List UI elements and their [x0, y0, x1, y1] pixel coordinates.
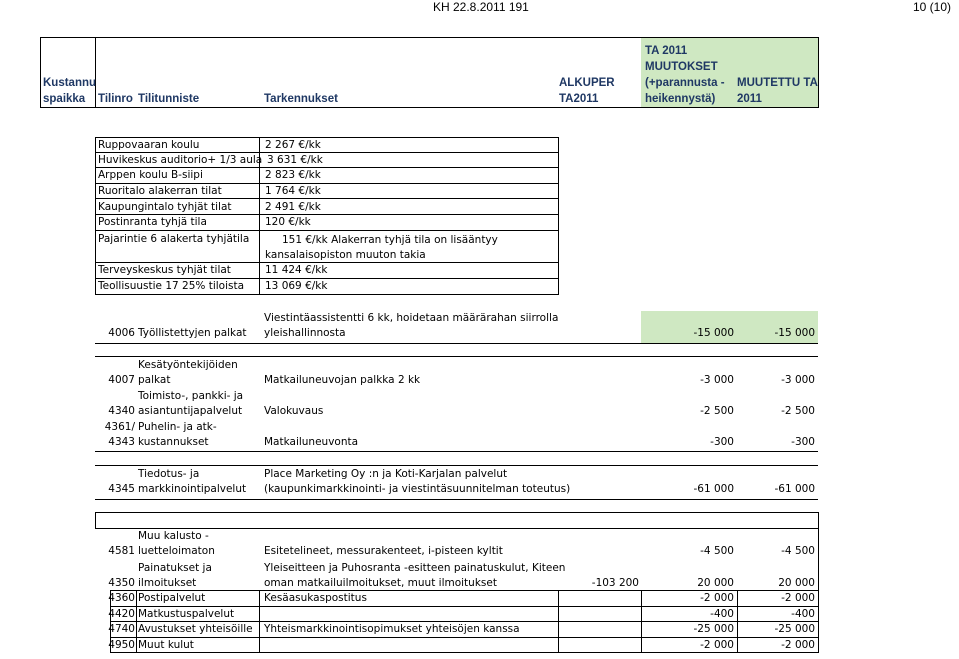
premise-cost: 151 €/kk Alakerran tyhjä tila on lisääntyy — [282, 234, 498, 246]
col-tarkennukset: Tarkennukset — [264, 93, 338, 105]
account-name: Avustukset yhteisöille — [138, 623, 253, 635]
amended-amount: 20 000 — [778, 577, 815, 589]
change-amount: -15 000 — [693, 327, 734, 339]
account-name: Postipalvelut — [138, 592, 206, 604]
account-number: 4006 — [108, 327, 135, 339]
premise-cost: 11 424 €/kk — [265, 264, 328, 276]
amended-amount: -15 000 — [774, 327, 815, 339]
account-name: Muu kalusto - — [138, 530, 209, 542]
specification: Matkailuneuvojan palkka 2 kk — [264, 374, 421, 386]
account-name: kustannukset — [138, 436, 209, 448]
change-amount: -3 000 — [700, 374, 734, 386]
account-name: Kesätyöntekijöiden — [138, 359, 238, 371]
account-name: Tiedotus- ja — [138, 468, 200, 480]
account-number: 4350 — [108, 577, 135, 589]
account-name: luetteloimaton — [138, 545, 215, 557]
premise-name: Terveyskeskus tyhjät tilat — [98, 264, 231, 276]
change-amount: -2 000 — [700, 592, 734, 604]
premise-cost: 120 €/kk — [265, 216, 311, 228]
account-name: Muut kulut — [138, 639, 194, 651]
original-amount: -103 200 — [591, 577, 639, 589]
amended-amount: -300 — [791, 436, 815, 448]
specification: oman matkailuilmoitukset, muut ilmoitukset — [264, 577, 497, 589]
account-name: markkinointipalvelut — [138, 483, 247, 495]
account-name: Toimisto-, pankki- ja — [138, 390, 244, 402]
premise-name: Postinranta tyhjä tila — [98, 216, 207, 228]
account-number: 4343 — [108, 436, 135, 448]
account-number: 4361/ — [104, 421, 135, 433]
specification: Matkailuneuvonta — [264, 436, 359, 448]
account-number: 4581 — [108, 545, 135, 557]
amended-amount: -61 000 — [774, 483, 815, 495]
amended-amount: -2 500 — [781, 405, 815, 417]
premise-cost: 13 069 €/kk — [265, 280, 328, 292]
account-name: Painatukset ja — [138, 562, 212, 574]
account-number: 4950 — [108, 639, 135, 651]
change-amount: -300 — [710, 436, 734, 448]
account-number: 4340 — [108, 405, 135, 417]
premise-name: Kaupungintalo tyhjät tilat — [98, 201, 232, 213]
change-amount: -2 000 — [700, 639, 734, 651]
col-alkuper: ALKUPER TA2011 — [559, 77, 615, 105]
col-kustannuspaikka: Kustannu spaikka — [43, 77, 97, 105]
premise-name: Ruoritalo alakerran tilat — [98, 185, 222, 197]
change-amount: -4 500 — [700, 545, 734, 557]
premise-cost: 2 823 €/kk — [265, 169, 321, 181]
page-header-right: 10 (10) — [913, 0, 952, 14]
change-amount: -2 500 — [700, 405, 734, 417]
account-name: palkat — [138, 374, 171, 386]
col-tilitunniste: Tilitunniste — [138, 93, 200, 105]
account-number: 4007 — [108, 374, 135, 386]
change-amount: -61 000 — [693, 483, 734, 495]
amended-amount: -4 500 — [781, 545, 815, 557]
account-name: Matkustuspalvelut — [138, 608, 235, 620]
premise-name: Pajarintie 6 alakerta tyhjätila — [98, 233, 250, 245]
account-name: Työllistettyjen palkat — [138, 327, 247, 339]
col-muutokset: TA 2011 MUUTOKSET (+parannusta - heikennystä) — [645, 45, 725, 105]
amended-amount: -3 000 — [781, 374, 815, 386]
premise-note: kansalaisopiston muuton takia — [265, 249, 426, 261]
specification: Valokuvaus — [264, 405, 324, 417]
premise-cost: 2 491 €/kk — [265, 201, 321, 213]
account-number: 4360 — [108, 592, 135, 604]
change-amount: 20 000 — [697, 577, 734, 589]
specification: Yhteismarkkinointisopimukset yhteisöjen kanssa — [264, 623, 520, 635]
specification: Kesäasukaspostitus — [264, 592, 367, 604]
page-header-left: KH 22.8.2011 191 — [433, 0, 529, 14]
premise-cost: 1 764 €/kk — [265, 185, 321, 197]
premise-cost: 2 267 €/kk — [265, 139, 321, 151]
account-number: 4740 — [108, 623, 135, 635]
specification: Place Marketing Oy :n ja Koti-Karjalan palvelut — [264, 468, 508, 480]
account-number: 4420 — [108, 608, 135, 620]
specification: Viestintäassistentti 6 kk, hoidetaan määrärahan siirrolla — [264, 312, 559, 324]
premise-name: Huvikeskus auditorio+ 1/3 aula — [98, 154, 263, 166]
amended-amount: -400 — [791, 608, 815, 620]
account-name: ilmoitukset — [138, 577, 197, 589]
specification: Esitetelineet, messurakenteet, i-pisteen kyltit — [264, 545, 503, 557]
col-tilinro: Tilinro — [98, 93, 133, 105]
amended-amount: -2 000 — [781, 639, 815, 651]
account-name: asiantuntijapalvelut — [138, 405, 243, 417]
specification: (kaupunkimarkkinointi- ja viestintäsuunnitelman toteutus) — [264, 483, 571, 495]
premise-name: Arppen koulu B-siipi — [98, 169, 203, 181]
account-number: 4345 — [108, 483, 135, 495]
change-amount: -400 — [710, 608, 734, 620]
premise-name: Teollisuustie 17 25% tiloista — [98, 280, 245, 292]
account-name: Puhelin- ja atk- — [138, 421, 217, 433]
specification: yleishallinnosta — [264, 327, 346, 339]
change-amount: -25 000 — [693, 623, 734, 635]
premise-cost: 3 631 €/kk — [267, 154, 323, 166]
premise-name: Ruppovaaran koulu — [98, 139, 200, 151]
col-muutettu: MUUTETTU TA 2011 — [737, 77, 818, 105]
amended-amount: -25 000 — [774, 623, 815, 635]
specification: Yleiseitteen ja Puhosranta -esitteen painatuskulut, Kiteen — [264, 562, 566, 574]
amended-amount: -2 000 — [781, 592, 815, 604]
